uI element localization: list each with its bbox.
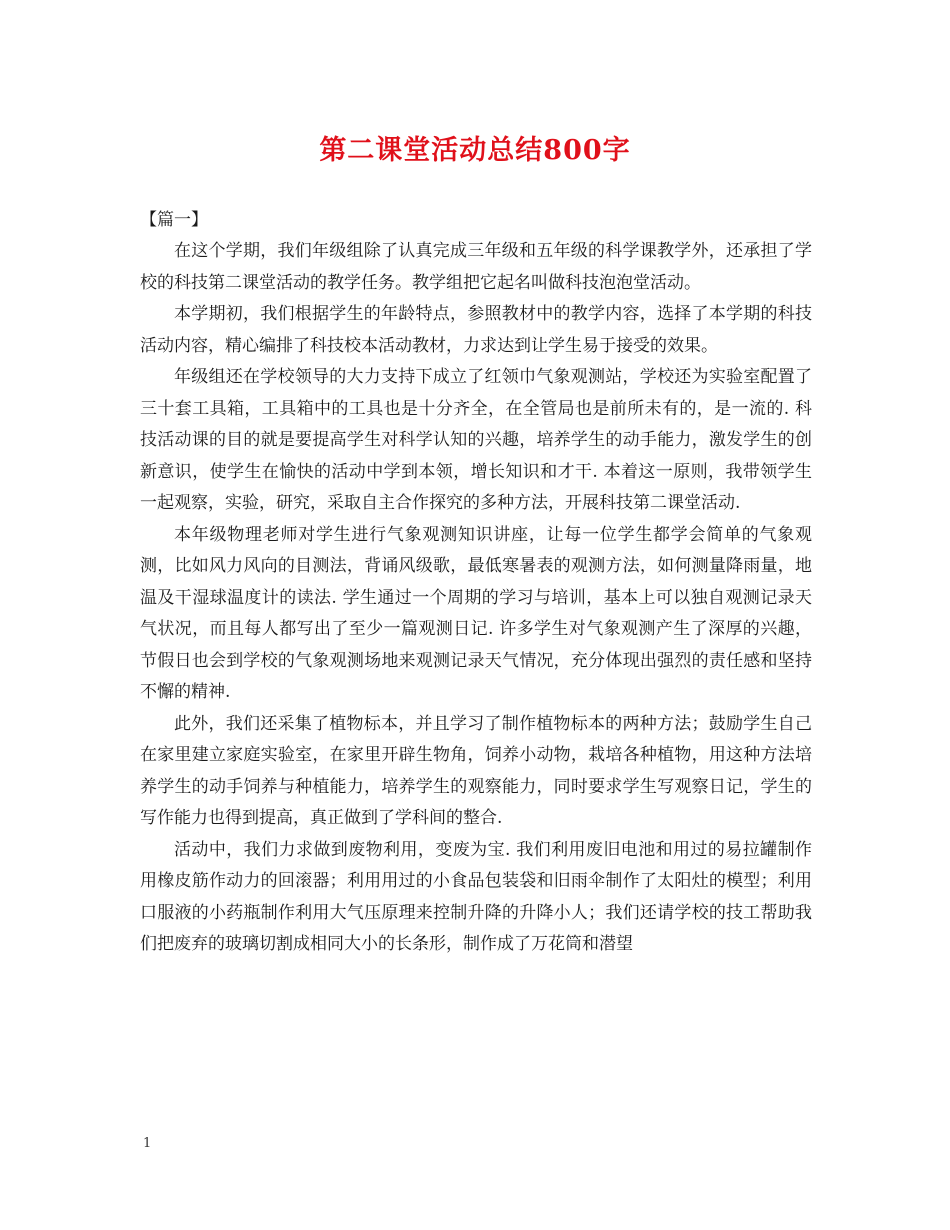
paragraph-5: 此外，我们还采集了植物标本，并且学习了制作植物标本的两种方法；鼓励学生自己在家里建立家庭实验室，在家里开辟生物角，饲养小动物，栽培各种植物，用这种方法培养学生的动手饲养与种植能力，培养学生的观察能力，同时要求学生写观察日记，学生的写作能力也得到提高，真正做到了学科间的整合. [140,713,812,828]
document-title: 第二课堂活动总结800字 [319,135,631,166]
paragraph-2: 本学期初，我们根据学生的年龄特点，参照教材中的教学内容，选择了本学期的科技活动内容，精心编排了科技校本活动教材，力求达到让学生易于接受的效果。 [140,304,812,356]
section-label: 【篇一】 [140,210,208,230]
page-number: 1 [143,1136,152,1151]
paragraph-6: 活动中，我们力求做到废物利用，变废为宝. 我们利用废旧电池和用过的易拉罐制作用橡皮筋作动力的回滚器；利用用过的小食品包装袋和旧雨伞制作了太阳灶的模型；利用口服液的小药瓶制作利用大气压原理来控制升降的升降小人；我们还请学校的技工帮助我们把废弃的玻璃切割成相同大小的长条形，制作成了万花筒和潜望 [140,839,812,954]
paragraph-3: 年级组还在学校领导的大力支持下成立了红领巾气象观测站，学校还为实验室配置了三十套工具箱，工具箱中的工具也是十分齐全，在全管局也是前所未有的，是一流的. 科技活动课的目的就是要提高学生对科学认知的兴趣，培养学生的动手能力，激发学生的创新意识，使学生在愉快的活动中学到本领，增长知识和才干. 本着这一原则，我带领学生一起观察，实验，研究，采取自主合作探究的多种方法，开展科技第二课堂活动. [140,367,812,513]
document-body [140,205,812,961]
paragraph-4: 本年级物理老师对学生进行气象观测知识讲座，让每一位学生都学会简单的气象观测，比如风力风向的目测法，背诵风级歌，最低寒暑表的观测方法，如何测量降雨量，地温及干湿球温度计的读法. 学生通过一个周期的学习与培训，基本上可以独自观测记录天气状况，而且每人都写出了至少一篇观测日记. 许多学生对气象观测产生了深厚的兴趣，节假日也会到学校的气象观测场地来观测记录天气情况，充分体现出强烈的责任感和坚持不懈的精神. [140,524,812,702]
paragraph-1: 在这个学期，我们年级组除了认真完成三年级和五年级的科学课教学外，还承担了学校的科技第二课堂活动的教学任务。教学组把它起名叫做科技泡泡堂活动。 [140,241,812,293]
